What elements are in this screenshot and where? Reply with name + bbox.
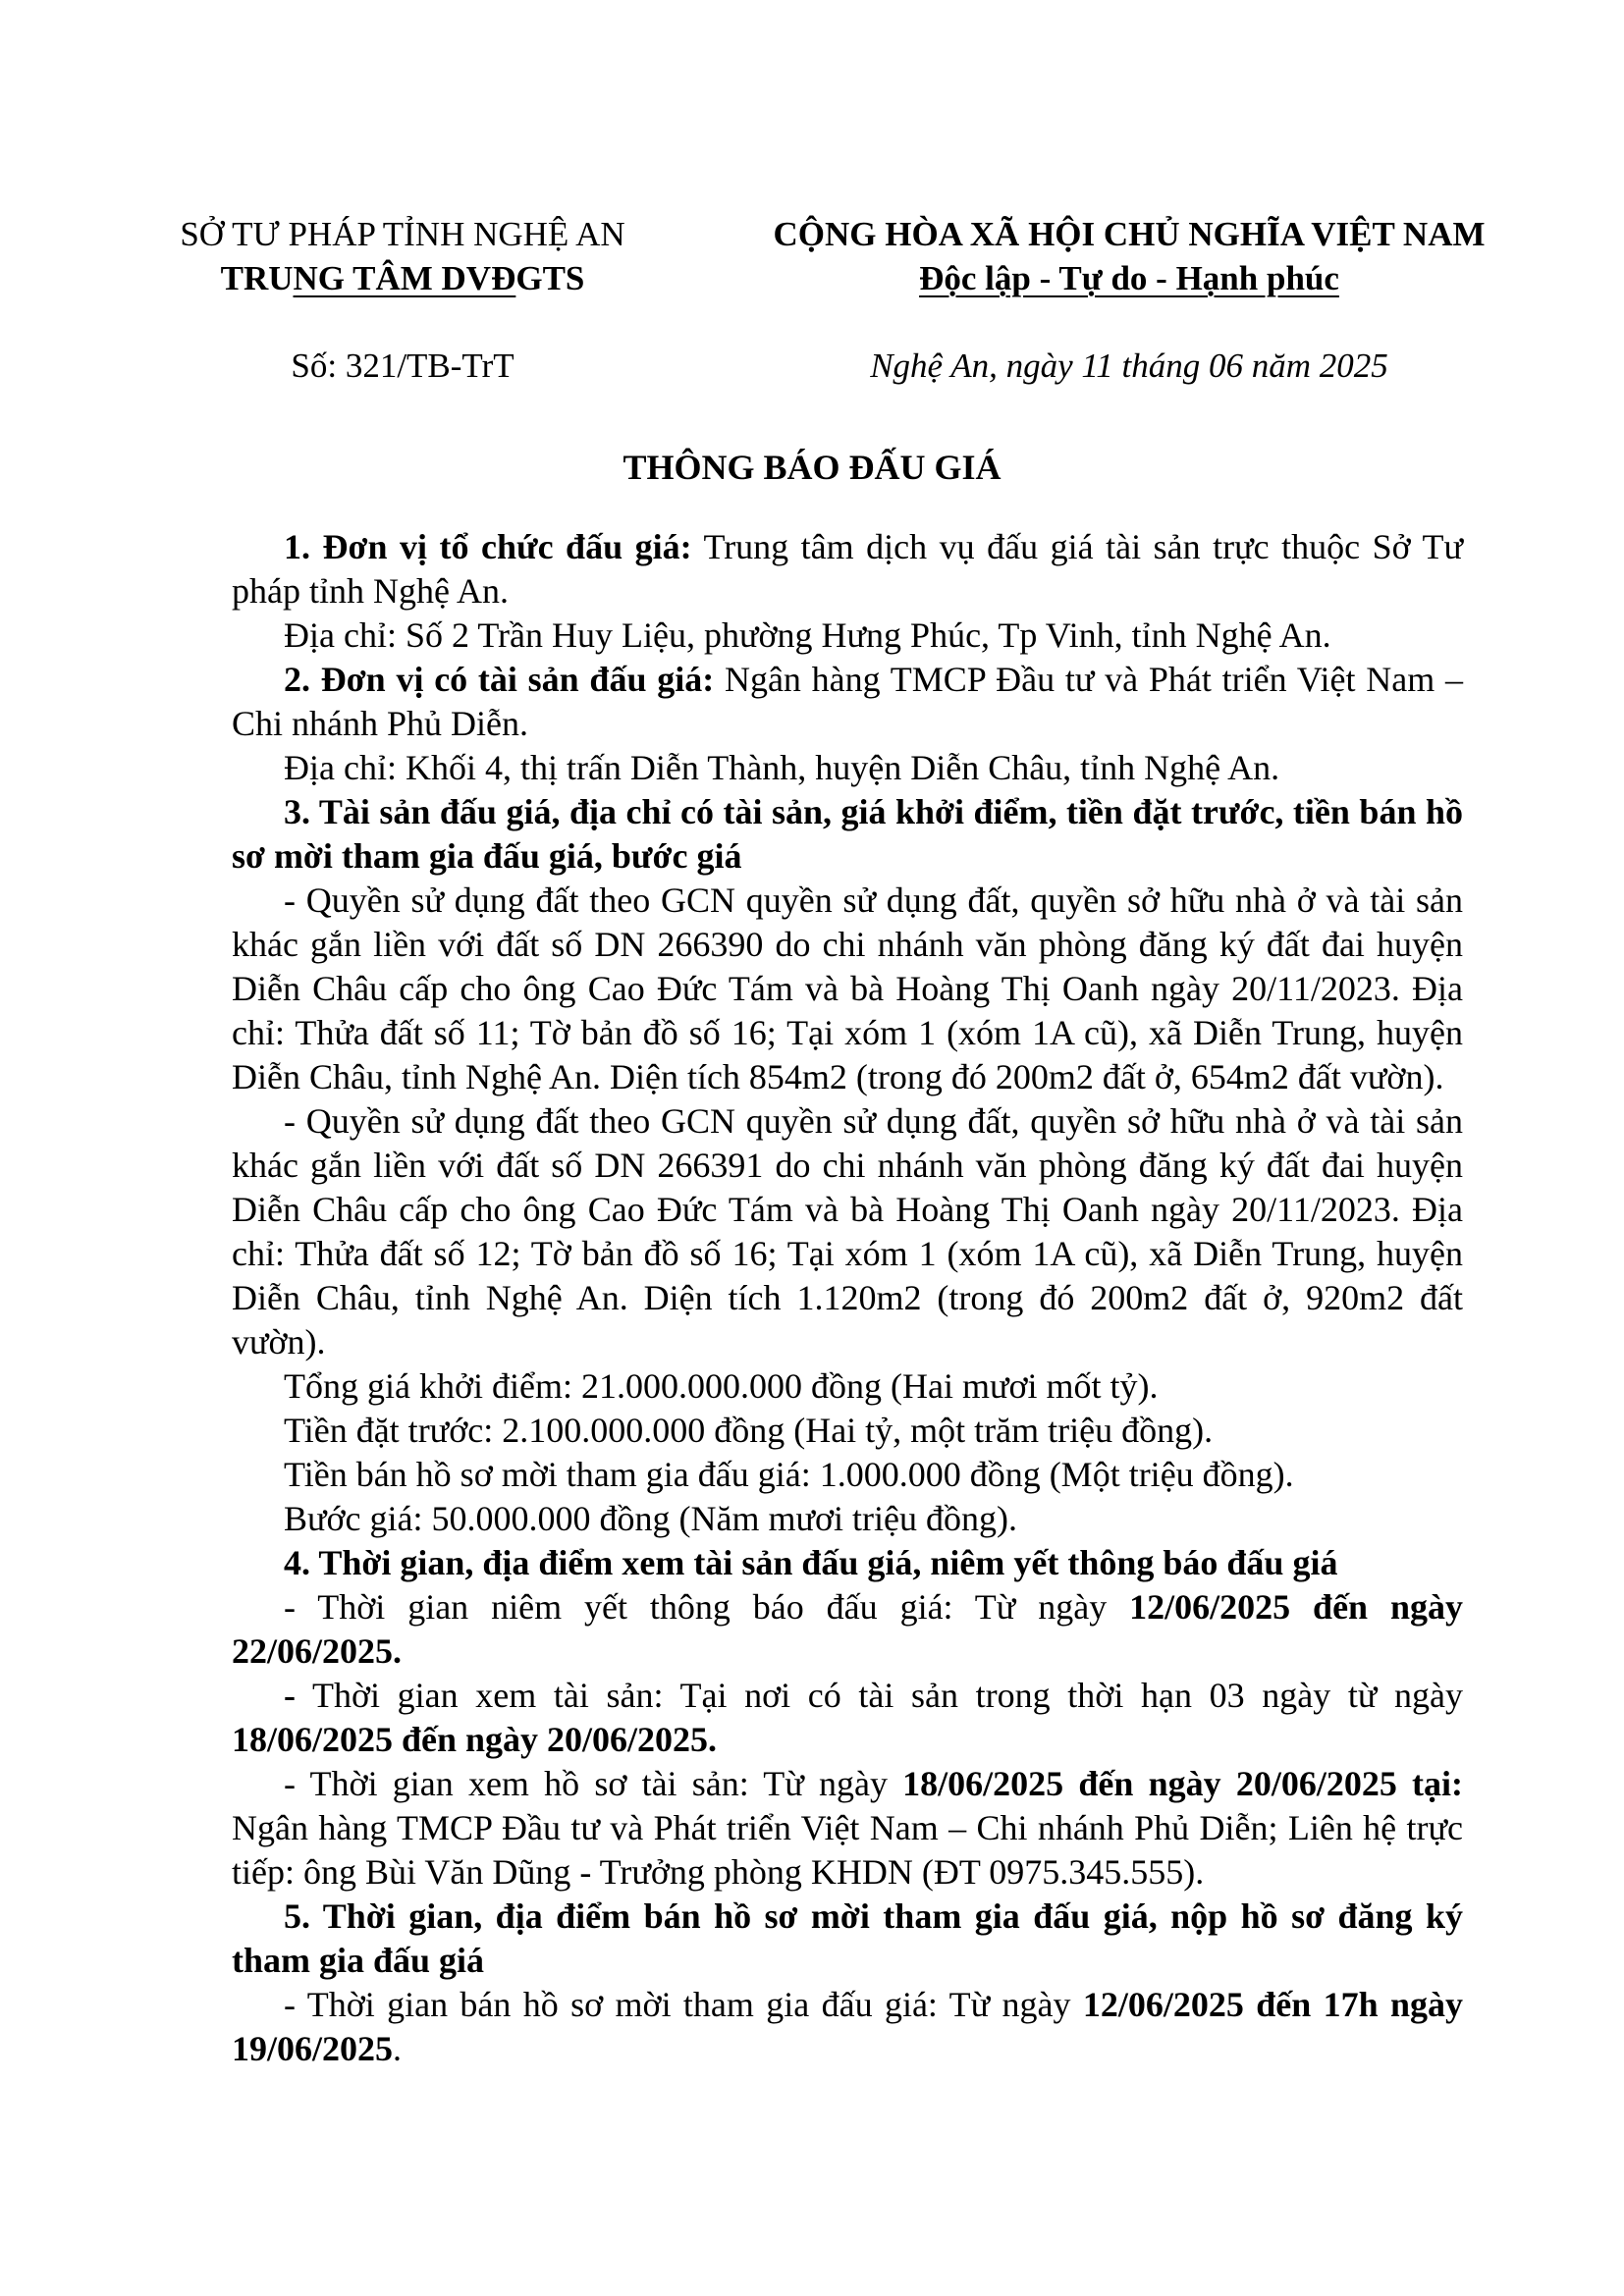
- section-4-viewing-time: - Thời gian xem tài sản: Tại nơi có tài sản trong thời hạn 03 ngày từ ngày 18/06/2025 đến ngày 20/06/2025.: [232, 1676, 1463, 1759]
- issuing-department: SỞ TƯ PHÁP TỈNH NGHỆ AN: [180, 215, 625, 253]
- section-5-sale-time: - Thời gian bán hồ sơ mời tham gia đấu giá: Từ ngày 12/06/2025 đến 17h ngày 19/06/2025.: [232, 1985, 1463, 2068]
- section-3-start-price: Tổng giá khởi điểm: 21.000.000.000 đồng (Hai mươi mốt tỷ).: [284, 1366, 1159, 1406]
- section-3-asset-1: - Quyền sử dụng đất theo GCN quyền sử dụng đất, quyền sở hữu nhà ở và tài sản khác gắn liền với đất số DN 266390 do chi nhánh văn phòng đăng ký đất đai huyện Diễn Châu cấp cho ông Cao Đức Tám và bà Hoàng Thị Oanh ngày 20/11/2023. Địa chỉ: Thửa đất số 11; Tờ bản đồ số 16; Tại xóm 1 (xóm 1A cũ), xã Diễn Trung, huyện Diễn Châu, tỉnh Nghệ An. Diện tích 854m2 (trong đó 200m2 đất ở, 654m2 đất vườn).: [232, 881, 1463, 1096]
- section-4-posting-time: - Thời gian niêm yết thông báo đấu giá: Từ ngày 12/06/2025 đến ngày 22/06/2025.: [232, 1587, 1463, 1671]
- section-2: 2. Đơn vị có tài sản đấu giá: Ngân hàng TMCP Đầu tư và Phát triển Việt Nam – Chi nhánh Phủ Diễn.: [232, 660, 1463, 743]
- section-3-deposit: Tiền đặt trước: 2.100.000.000 đồng (Hai tỷ, một trăm triệu đồng).: [284, 1411, 1214, 1450]
- national-motto: Độc lập - Tự do - Hạnh phúc: [919, 259, 1339, 297]
- section-1-address: Địa chỉ: Số 2 Trần Huy Liệu, phường Hưng Phúc, Tp Vinh, tỉnh Nghệ An.: [284, 615, 1331, 655]
- section-4-dossier-viewing: - Thời gian xem hồ sơ tài sản: Từ ngày 18/06/2025 đến ngày 20/06/2025 tại: Ngân hàng TMCP Đầu tư và Phát triển Việt Nam – Chi nhánh Phủ Diễn; Liên hệ trực tiếp: ông Bùi Văn Dũng - Trưởng phòng KHDN (ĐT 0975.345.555).: [232, 1764, 1463, 1892]
- section-3-dossier-fee: Tiền bán hồ sơ mời tham gia đấu giá: 1.000.000 đồng (Một triệu đồng).: [284, 1455, 1294, 1494]
- issuing-center: TRUNG TÂM DVĐGTS: [220, 259, 585, 297]
- section-2-address: Địa chỉ: Khối 4, thị trấn Diễn Thành, huyện Diễn Châu, tỉnh Nghệ An.: [284, 748, 1280, 787]
- section-5-heading: 5. Thời gian, địa điểm bán hồ sơ mời tham gia đấu giá, nộp hồ sơ đăng ký tham gia đấu giá: [232, 1896, 1463, 1980]
- document-number: Số: 321/TB-TrT: [291, 347, 514, 385]
- national-title: CỘNG HÒA XÃ HỘI CHỦ NGHĨA VIỆT NAM: [773, 215, 1486, 253]
- section-3-asset-2: - Quyền sử dụng đất theo GCN quyền sử dụng đất, quyền sở hữu nhà ở và tài sản khác gắn liền với đất số DN 266391 do chi nhánh văn phòng đăng ký đất đai huyện Diễn Châu cấp cho ông Cao Đức Tám và bà Hoàng Thị Oanh ngày 20/11/2023. Địa chỉ: Thửa đất số 12; Tờ bản đồ số 16; Tại xóm 1 (xóm 1A cũ), xã Diễn Trung, huyện Diễn Châu, tỉnh Nghệ An. Diện tích 1.120m2 (trong đó 200m2 đất ở, 920m2 đất vườn).: [232, 1101, 1463, 1362]
- document-title: THÔNG BÁO ĐẤU GIÁ: [623, 448, 1001, 487]
- section-3-heading: 3. Tài sản đấu giá, địa chỉ có tài sản, giá khởi điểm, tiền đặt trước, tiền bán hồ sơ mời tham gia đấu giá, bước giá: [232, 792, 1463, 876]
- section-4-heading: 4. Thời gian, địa điểm xem tài sản đấu giá, niêm yết thông báo đấu giá: [284, 1543, 1338, 1582]
- place-date: Nghệ An, ngày 11 tháng 06 năm 2025: [870, 347, 1388, 385]
- section-3-price-step: Bước giá: 50.000.000 đồng (Năm mươi triệu đồng).: [284, 1499, 1017, 1538]
- section-1: 1. Đơn vị tổ chức đấu giá: Trung tâm dịch vụ đấu giá tài sản trực thuộc Sở Tư pháp tỉnh Nghệ An.: [232, 527, 1464, 611]
- document-body: [232, 525, 1463, 2071]
